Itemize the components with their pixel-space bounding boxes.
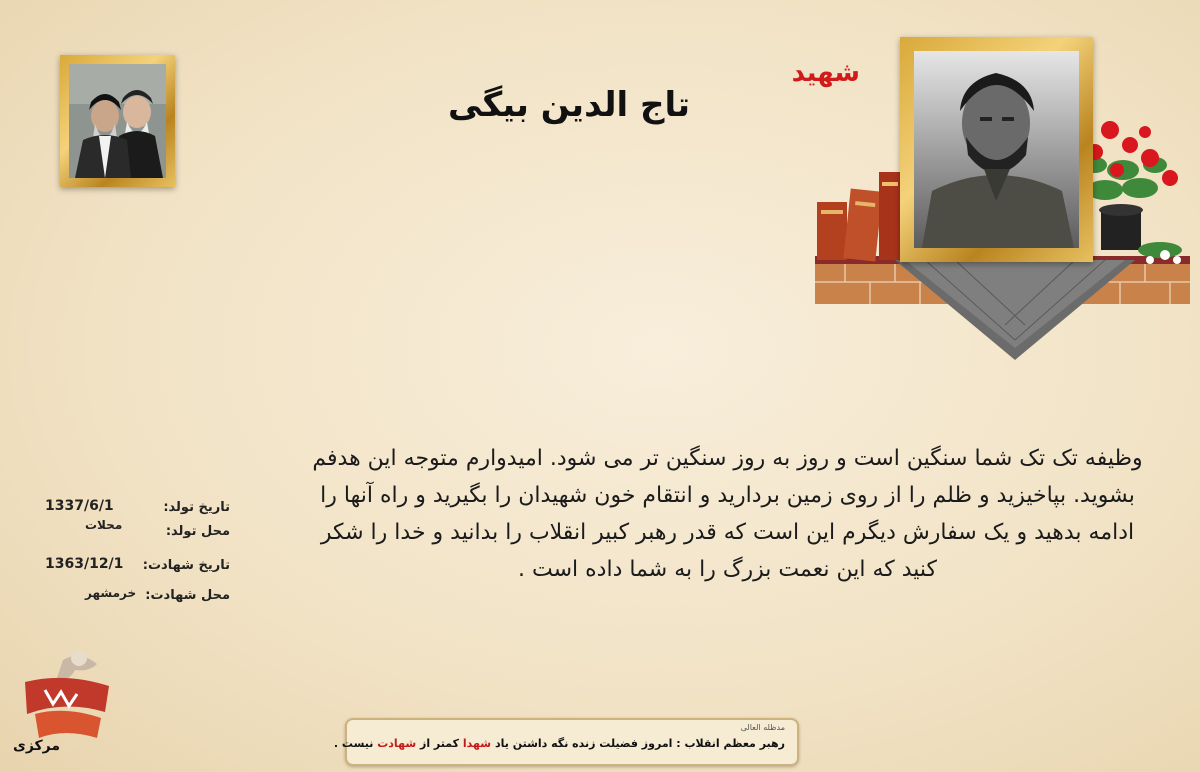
quote-text <box>334 737 785 750</box>
birth-place-label: محل تولد: <box>165 524 230 539</box>
birth-place-row <box>40 518 245 556</box>
martyrdom-place-row <box>40 586 245 616</box>
leaders-portrait-frame <box>60 55 175 187</box>
birth-date-label: تاریخ تولد: <box>163 500 230 515</box>
leader-quote-banner <box>333 718 799 766</box>
quote-highlight-shahadat: شهادت <box>377 737 417 750</box>
logo-label: مرکزی <box>13 738 61 754</box>
martyr-name: تاج الدین بیگی <box>448 85 690 125</box>
quote-suffix: نیست . <box>333 737 374 750</box>
leaders-portrait <box>69 64 166 178</box>
quote-middle: کمتر از <box>420 737 460 750</box>
martyr-info-panel <box>40 498 245 616</box>
quote-subtitle: مدظله العالی <box>740 723 785 732</box>
martyrdom-date-label: تاریخ شهادت: <box>142 558 230 573</box>
martyr-portrait <box>914 51 1079 248</box>
logo-emblem-icon <box>5 642 117 742</box>
martyrdom-place-value: خرمشهر <box>85 586 137 600</box>
birth-date-value: 1337/6/1 <box>45 498 114 514</box>
martyrdom-date-value: 1363/12/1 <box>45 556 124 572</box>
birth-place-value: محلات <box>85 518 123 532</box>
quote-highlight-shohada: شهدا <box>462 737 492 750</box>
shahid-label: شهید <box>791 58 860 88</box>
martyr-portrait-image <box>914 51 1079 248</box>
quote-prefix: رهبر معظم انقلاب : امروز فضیلت زنده نگه داشتن یاد <box>494 737 785 750</box>
navid-shahid-logo <box>5 642 117 760</box>
martyrdom-place-label: محل شهادت: <box>145 588 230 603</box>
testament-text: وظیفه تک تک شما سنگین است و روز به روز سنگین تر می شود. امیدوارم متوجه این هدفم بشوید. بپاخیزید و ظلم را از روی زمین بردارید و انتقام خون شهیدان را بگیرید و راه آنها را ادامه بدهید و یک سفارش دیگرم این است که قدر رهبر کبیر انقلاب را بدانید و خدا را شکر کنید که این نعمت بزرگ را به شما داده است . <box>312 446 1143 582</box>
leaders-portrait-image <box>69 64 166 178</box>
martyrdom-date-row <box>40 556 245 586</box>
martyr-portrait-frame <box>900 37 1093 262</box>
